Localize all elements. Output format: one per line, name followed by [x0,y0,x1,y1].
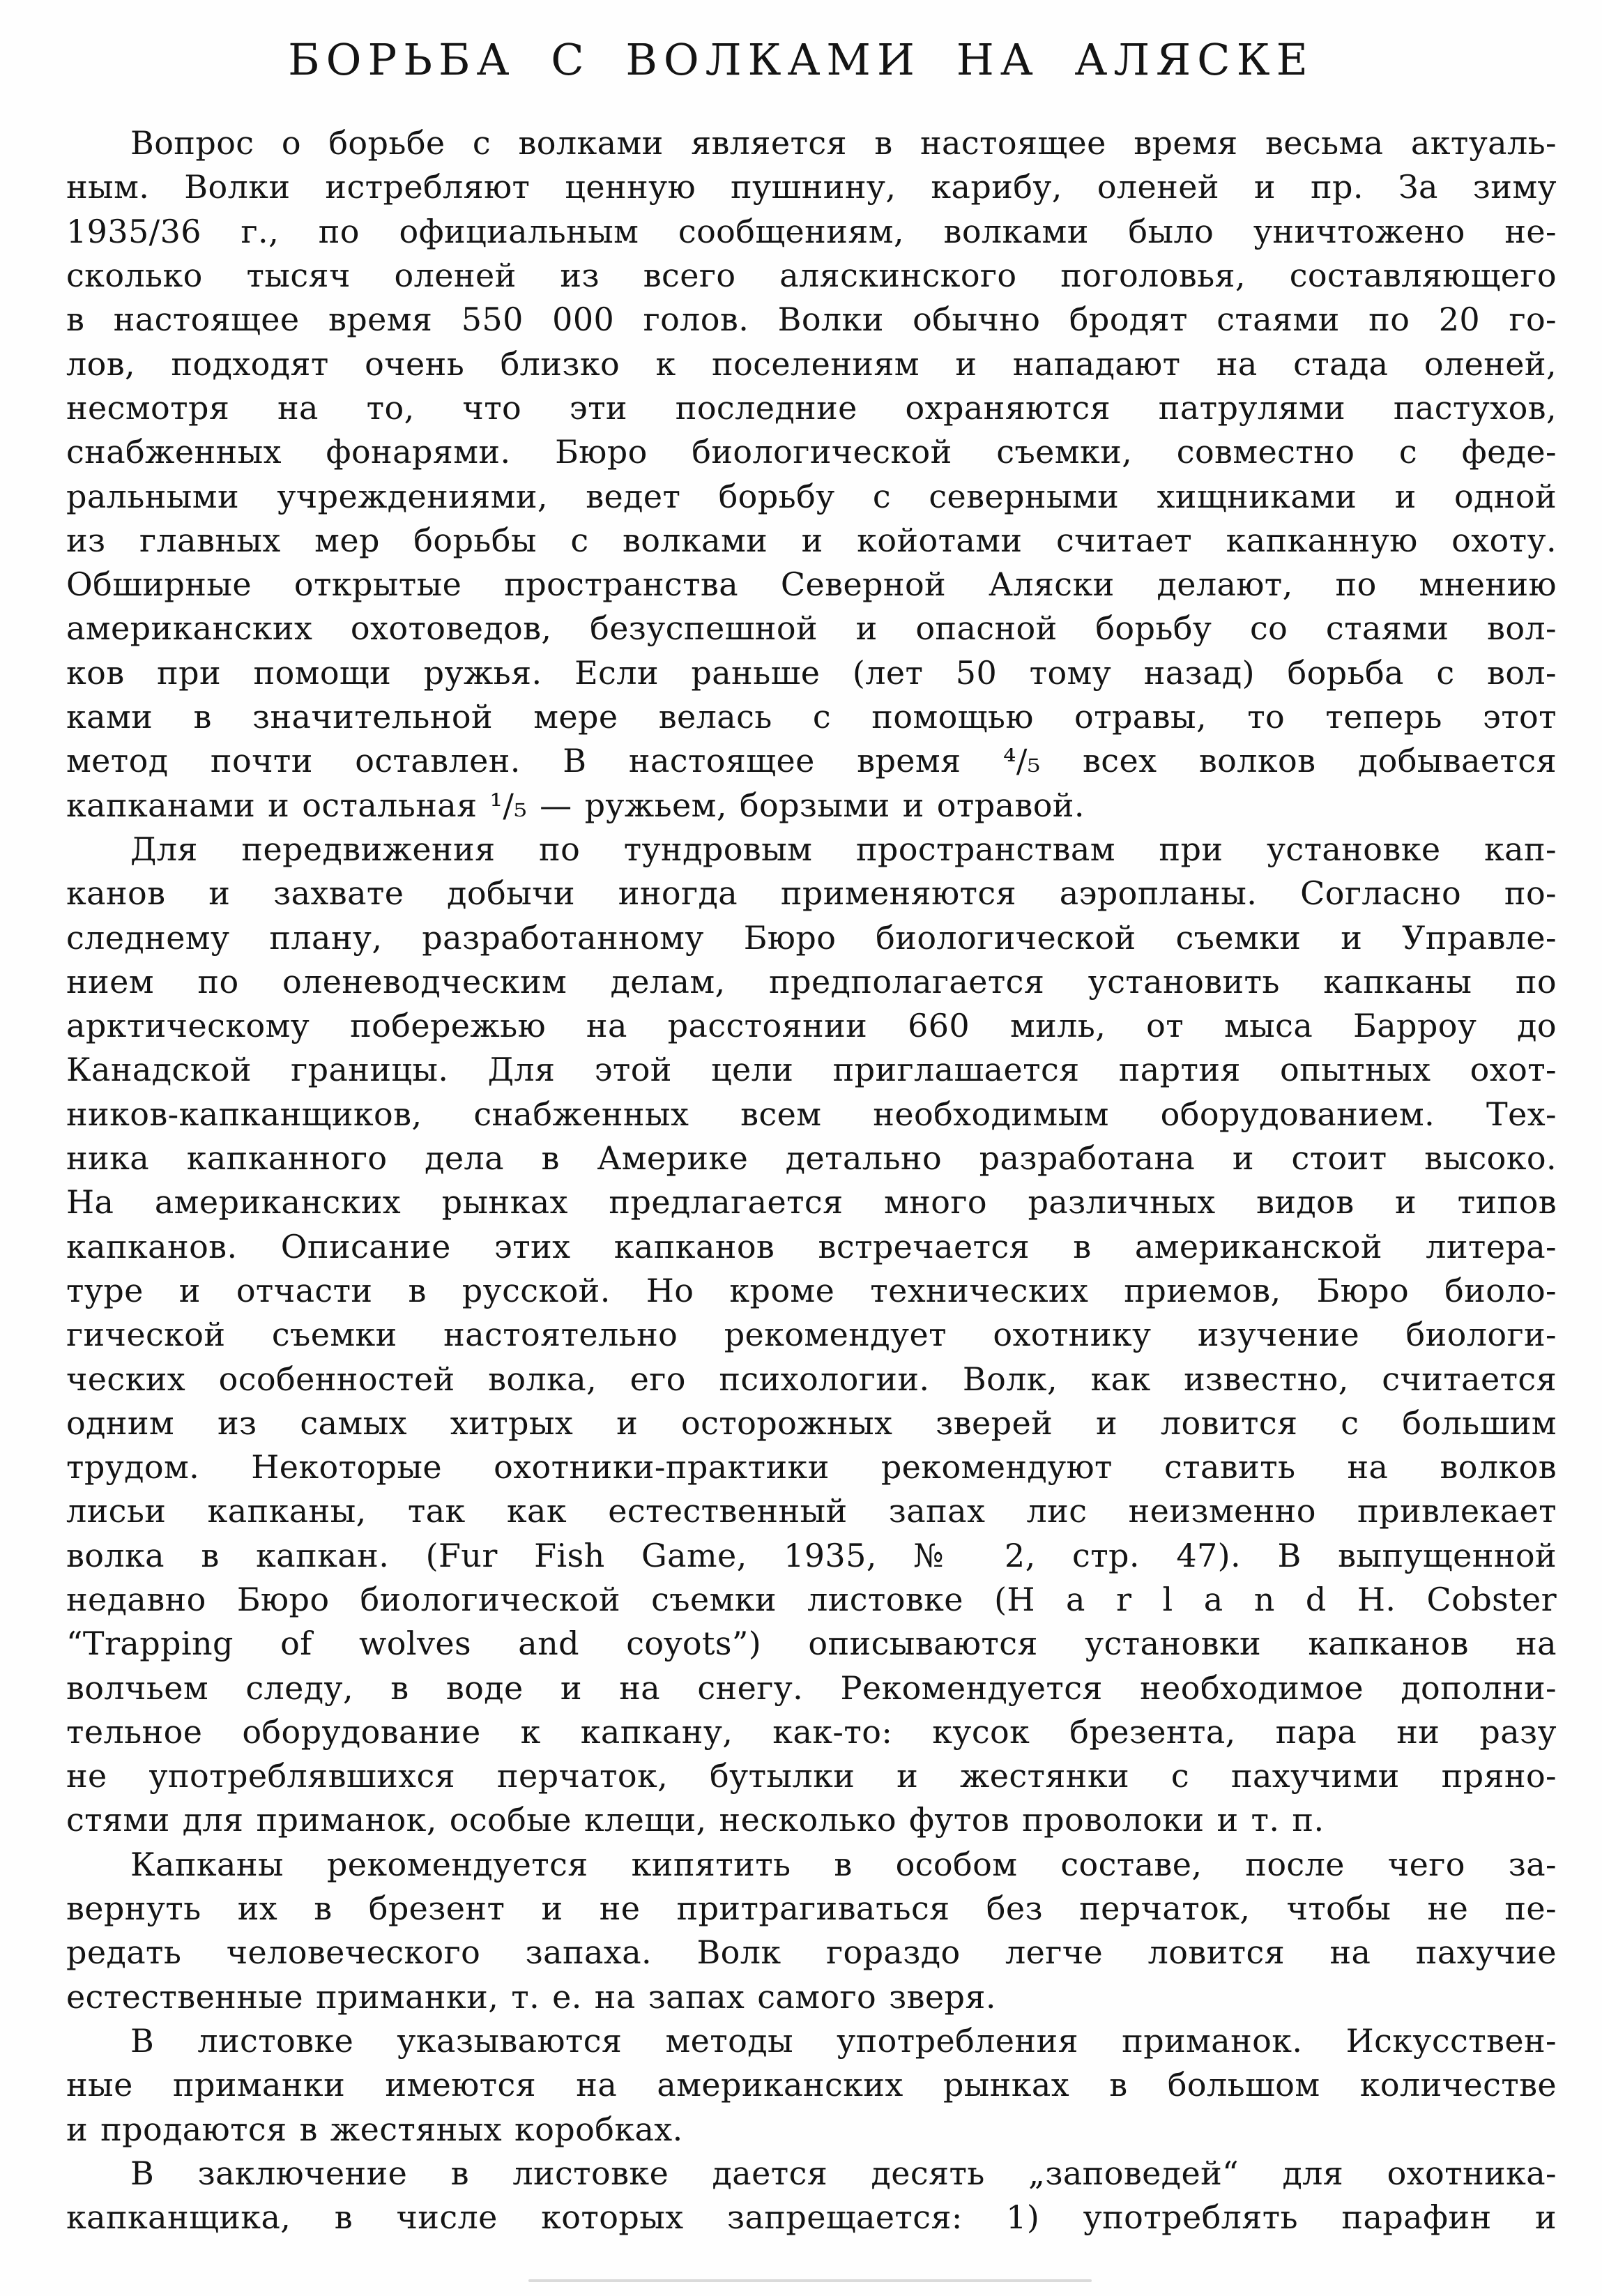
text-line: На американских рынках предлагается много различных видов и типов [66,1183,1557,1222]
text-line: ные приманки имеются на американских рынках в большом количестве [66,2066,1557,2104]
text-line: ным. Волки истребляют ценную пушнину, карибу, оленей и пр. За зиму [66,168,1557,206]
text-line: недавно Бюро биологической съемки листовке (H a r l a n d H. Cobster [66,1580,1557,1618]
text-line: Капканы рекомендуется кипятить в особом составе, после чего за- [130,1845,1557,1883]
text-line: Для передвижения по тундровым пространствам при установке кап- [130,830,1557,868]
text-line: в настоящее время 550 000 голов. Волки обычно бродят стаями по 20 го- [66,301,1557,339]
paragraph [66,2152,1557,2240]
text-line: нием по оленеводческим делам, предполагается установить капканы по [66,962,1557,1001]
text-line: тельное оборудование к капкану, как-то: кусок брезента, пара ни разу [66,1712,1557,1751]
text-line: Обширные открытые пространства Северной Аляски делают, по мнению [66,565,1557,604]
text-line: В заключение в листовке дается десять „заповедей“ для охотника- [130,2154,1557,2192]
paragraph [66,1843,1557,2019]
text-line: капканами и остальная ¹/₅ — ружьем, борзыми и отравой. [66,786,1085,824]
text-line: и продаются в жестяных коробках. [66,2110,683,2148]
paragraph [66,121,1557,828]
text-line: капканов. Описание этих капканов встречается в американской литера- [66,1227,1557,1265]
text-line: американских охотоведов, безуспешной и опасной борьбу со стаями вол- [66,609,1557,648]
text-line: арктическому побережью на расстоянии 660 миль, от мыса Барроу до [66,1007,1557,1045]
text-line: ников-капканщиков, снабженных всем необходимым оборудованием. Тех- [66,1095,1557,1133]
text-line: волка в капкан. (Fur Fish Game, 1935, № 2, стр. 47). В выпущенной [66,1536,1557,1574]
text-line: ков при помощи ружья. Если раньше (лет 50 тому назад) борьба с вол- [66,653,1557,692]
text-line: туре и отчасти в русской. Но кроме технических приемов, Бюро биоло- [66,1271,1557,1309]
text-line: редать человеческого запаха. Волк гораздо легче ловится на пахучие [66,1933,1557,1972]
text-line: следнему плану, разработанному Бюро биологической съемки и Управле- [66,918,1557,957]
text-line: капканщика, в числе которых запрещается: 1) употреблять парафин и [66,2198,1557,2237]
text-line: вернуть их в брезент и не притрагиваться без перчаток, чтобы не пе- [66,1890,1557,1928]
article-title: БОРЬБА С ВОЛКАМИ НА АЛЯСКЕ [288,34,1314,85]
paragraph [66,2019,1557,2152]
text-line: Вопрос о борьбе с волками является в настоящее время весьма актуаль- [130,124,1557,162]
text-line: канов и захвате добычи иногда применяются аэропланы. Согласно по- [66,874,1557,913]
text-line: несмотря на то, что эти последние охраняются патрулями пастухов, [66,388,1557,427]
text-line: естественные приманки, т. е. на запах самого зверя. [66,1977,996,2016]
text-line: ками в значительной мере велась с помощью отравы, то теперь этот [66,698,1557,736]
text-line: метод почти оставлен. В настоящее время ⁴/₅ всех волков добывается [66,742,1557,780]
text-line: ческих особенностей волка, его психологии. Волк, как известно, считается [66,1360,1557,1398]
text-line: “Trapping of wolves and coyots”) описываются установки капканов на [66,1625,1557,1663]
text-line: трудом. Некоторые охотники-практики рекомендуют ставить на волков [66,1448,1557,1487]
text-line: одним из самых хитрых и осторожных зверей и ловится с большим [66,1404,1557,1442]
text-line: Канадской границы. Для этой цели приглашается партия опытных охот- [66,1051,1557,1089]
text-line: лов, подходят очень близко к поселениям и нападают на стада оленей, [66,344,1557,383]
text-line: гической съемки настоятельно рекомендует охотнику изучение биологи- [66,1316,1557,1354]
text-line: снабженных фонарями. Бюро биологической съемки, совместно с феде- [66,433,1557,471]
text-line: стями для приманок, особые клещи, несколько футов проволоки и т. п. [66,1801,1325,1839]
text-line: 1935/36 г., по официальным сообщениям, волками было уничтожено не- [66,212,1557,250]
text-line: волчьем следу, в воде и на снегу. Рекомендуется необходимое дополни- [66,1668,1557,1707]
text-line: из главных мер борьбы с волками и койотами считает капканную охоту. [66,521,1557,559]
text-line: ральными учреждениями, ведет борьбу с северными хищниками и одной [66,477,1557,515]
text-line: не употреблявшихся перчаток, бутылки и жестянки с пахучими пряно- [66,1757,1557,1795]
text-line: В листовке указываются методы употребления приманок. Искусствен- [130,2021,1557,2060]
scan-artifact-line [528,2279,1092,2282]
text-line: сколько тысяч оленей из всего аляскинского поголовья, составляющего [66,257,1557,295]
article-body [0,121,1602,2240]
paragraph [66,828,1557,1843]
text-line: ника капканного дела в Америке детально разработана и стоит высоко. [66,1139,1557,1178]
text-line: лисьи капканы, так как естественный запах лис неизменно привлекает [66,1492,1557,1530]
